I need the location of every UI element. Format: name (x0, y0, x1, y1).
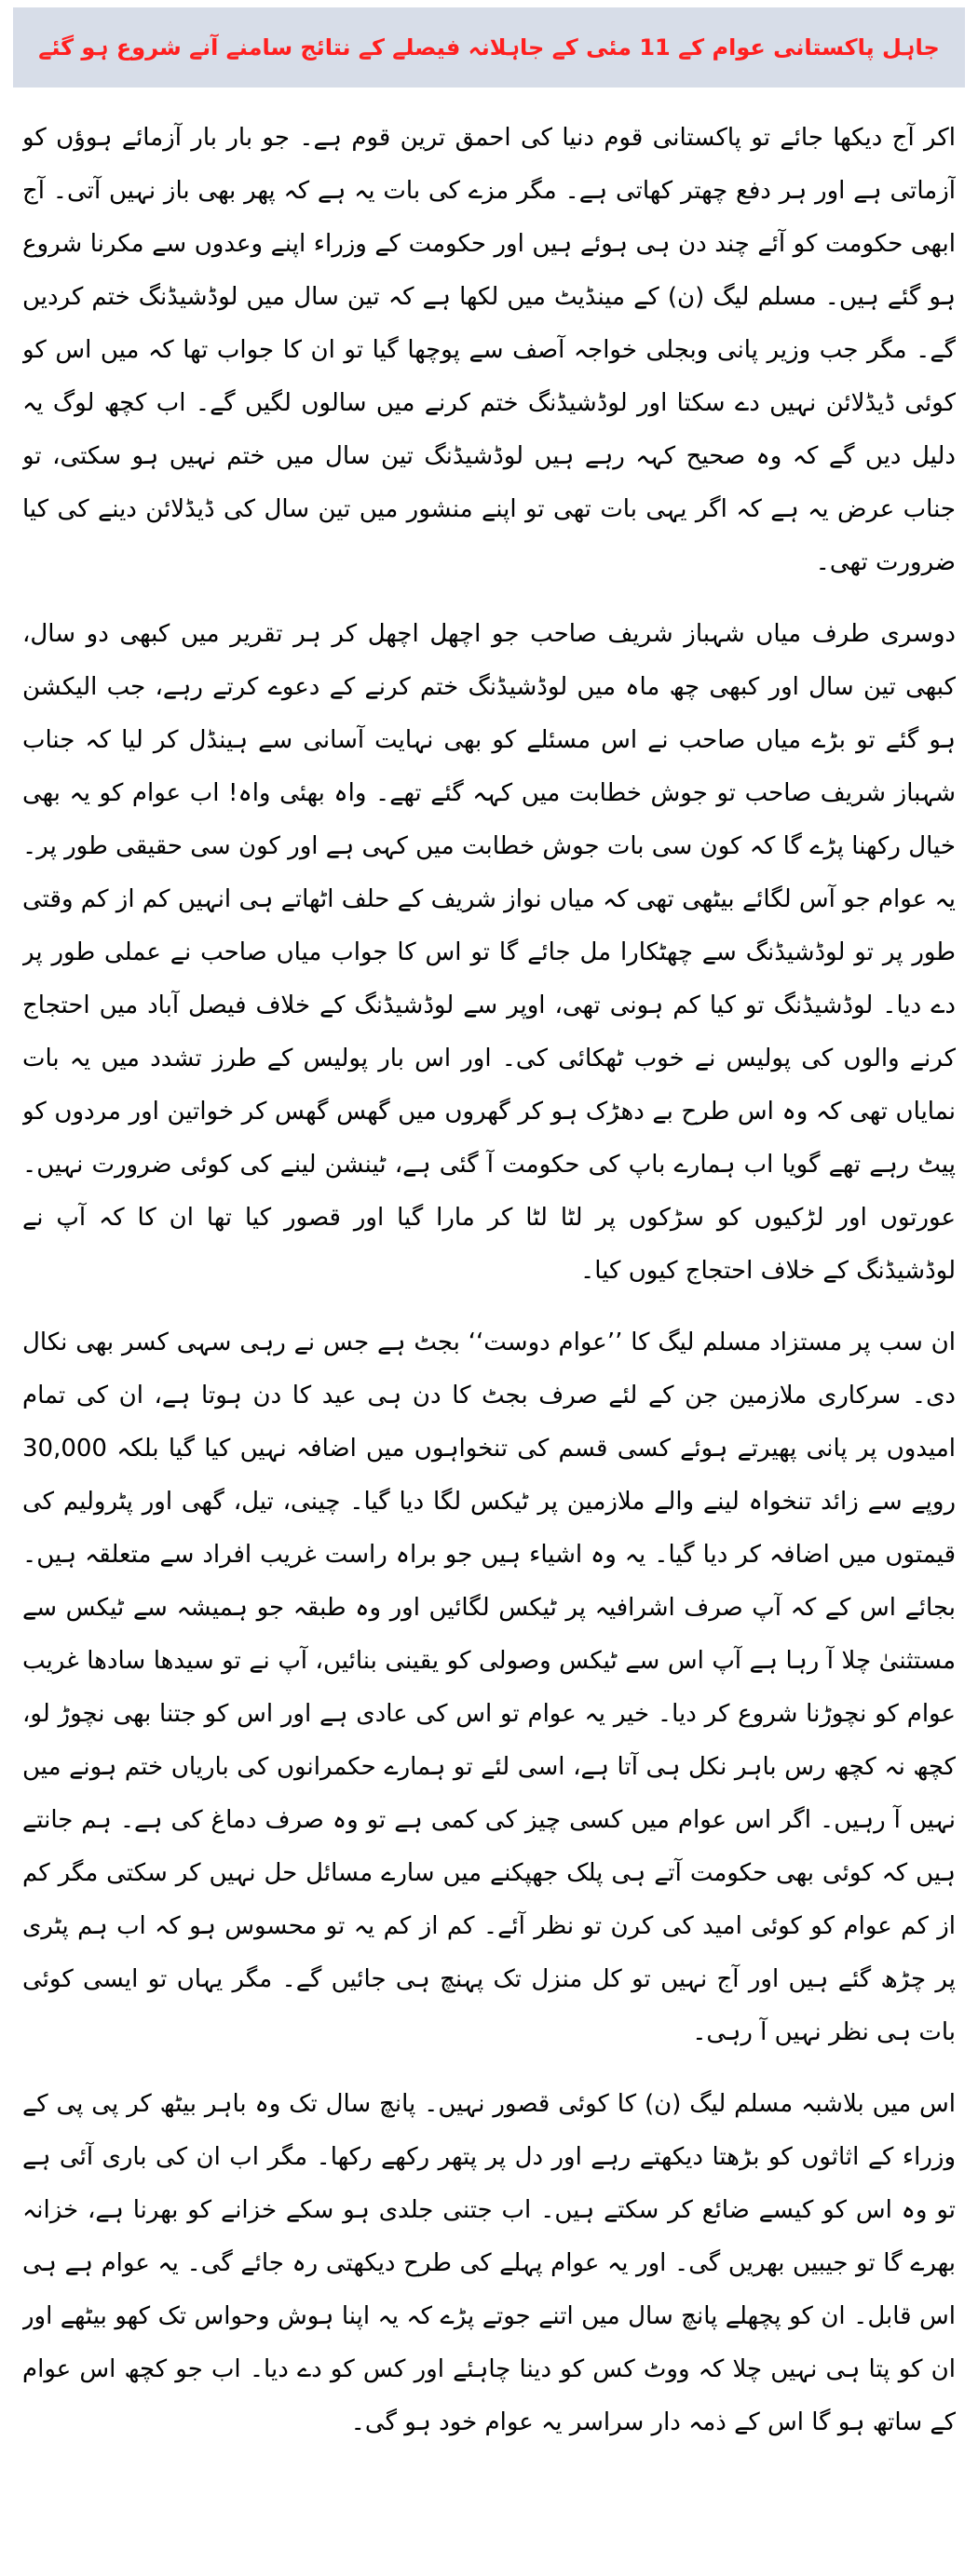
paragraph-3: ان سب پر مستزاد مسلم لیگ کا ’’عوام دوست‘‘ بجٹ ہے جس نے رہی سہی کسر بھی نکال دی۔ سرکاری ملازمین جن کے لئے صرف بجٹ کا دن ہی عید کا دن ہوتا ہے، ان کی تمام امیدوں پر پانی پھیرتے ہوئے کسی قسم کی تنخواہوں میں اضافہ نہیں کیا گیا بلکہ 30,000 روپے سے زائد تنخواہ لینے والے ملازمین پر ٹیکس لگا دیا گیا۔ چینی، تیل، گھی اور پٹرولیم کی قیمتوں میں اضافہ کر دیا گیا۔ یہ وہ اشیاء ہیں جو براہ راست غریب افراد سے متعلقہ ہیں۔ بجائے اس کے کہ آپ صرف اشرافیہ پر ٹیکس لگائیں اور وہ طبقہ جو ہمیشہ سے ٹیکس سے مستثنیٰ چلا آ رہا ہے آپ اس سے ٹیکس وصولی کو یقینی بنائیں، آپ نے تو سیدھا سادھا غریب عوام کو نچوڑنا شروع کر دیا۔ خیر یہ عوام تو اس کی عادی ہے اور اس کو جتنا بھی نچوڑ لو، کچھ نہ کچھ رس باہر نکل ہی آتا ہے، اسی لئے تو ہمارے حکمرانوں کی باریاں ختم ہونے میں نہیں آ رہیں۔ اگر اس عوام میں کسی چیز کی کمی ہے تو وہ صرف دماغ کی ہے۔ ہم جانتے ہیں کہ کوئی بھی حکومت آتے ہی پلک جھپکنے میں سارے مسائل حل نہیں کر سکتی مگر کم از کم عوام کو کوئی امید کی کرن تو نظر آئے۔ کم از کم یہ تو محسوس ہو کہ اب ہم پٹری پر چڑھ گئے ہیں اور آج نہیں تو کل منزل تک پہنچ ہی جائیں گے۔ مگر یہاں تو ایسی کوئی بات ہی نظر نہیں آ رہی۔ (22, 1328, 956, 2046)
headline: جاہل پاکستانی عوام کے 11 مئی کے جاہلانہ فیصلے کے نتائج سامنے آنے شروع ہو گئے (38, 34, 940, 61)
paragraph-2: دوسری طرف میاں شہباز شریف صاحب جو اچھل اچھل کر ہر تقریر میں کبھی دو سال، کبھی تین سال اور کبھی چھ ماہ میں لوڈشیڈنگ ختم کرنے کے دعوے کرتے رہے، جب الیکشن ہو گئے تو بڑے میاں صاحب نے اس مسئلے کو بھی نہایت آسانی سے ہینڈل کر لیا کہ جناب شہباز شریف صاحب تو جوش خطابت میں کہہ گئے تھے۔ واہ بھئی واہ! اب عوام کو یہ بھی خیال رکھنا پڑے گا کہ کون سی بات جوش خطابت میں کہی ہے اور کون سی حقیقی طور پر۔ یہ عوام جو آس لگائے بیٹھی تھی کہ میاں نواز شریف کے حلف اٹھاتے ہی انہیں کم از کم وقتی طور پر تو لوڈشیڈنگ سے چھٹکارا مل جائے گا تو اس کا جواب میاں صاحب نے عملی طور پر دے دیا۔ لوڈشیڈنگ تو کیا کم ہونی تھی، اوپر سے لوڈشیڈنگ کے خلاف فیصل آباد میں احتجاج کرنے والوں کی پولیس نے خوب ٹھکائی کی۔ اور اس بار پولیس کے طرز تشدد میں یہ بات نمایاں تھی کہ وہ اس طرح بے دھڑک ہو کر گھروں میں گھس گھس کر خواتین اور مردوں کو پیٹ رہے تھے گویا اب ہمارے باپ کی حکومت آ گئی ہے، ٹینشن لینے کی کوئی ضرورت نہیں۔ عورتوں اور لڑکیوں کو سڑکوں پر لٹا لٹا کر مارا گیا اور قصور کیا تھا ان کا کہ آپ نے لوڈشیڈنگ کے خلاف احتجاج کیوں کیا۔ (22, 620, 956, 1285)
headline-banner (13, 7, 965, 88)
article-body (22, 112, 956, 2560)
paragraph-4: اس میں بلاشبہ مسلم لیگ (ن) کا کوئی قصور نہیں۔ پانچ سال تک وہ باہر بیٹھ کر پی پی کے وزراء کے اثاثوں کو بڑھتا دیکھتے رہے اور دل پر پتھر رکھے رکھا۔ مگر اب ان کی باری آئی ہے تو وہ اس کو کیسے ضائع کر سکتے ہیں۔ اب جتنی جلدی ہو سکے خزانے کو بھرنا ہے، خزانہ بھرے گا تو جیبیں بھریں گی۔ اور یہ عوام پہلے کی طرح دیکھتی رہ جائے گی۔ یہ عوام ہے ہی اس قابل۔ ان کو پچھلے پانچ سال میں اتنے جوتے پڑے کہ یہ اپنا ہوش وحواس تک کھو بیٹھے اور ان کو پتا ہی نہیں چلا کہ ووٹ کس کو دینا چاہئے اور کس کو دے دیا۔ اب جو کچھ اس عوام کے ساتھ ہو گا اس کے ذمہ دار سراسر یہ عوام خود ہو گی۔ (22, 2090, 956, 2436)
paragraph-1: اکر آج دیکھا جائے تو پاکستانی قوم دنیا کی احمق ترین قوم ہے۔ جو بار بار آزمائے ہوؤں کو آزماتی ہے اور ہر دفع چھتر کھاتی ہے۔ مگر مزے کی بات یہ ہے کہ پھر بھی باز نہیں آتی۔ آج ابھی حکومت کو آئے چند دن ہی ہوئے ہیں اور حکومت کے وزراء اپنے وعدوں سے مکرنا شروع ہو گئے ہیں۔ مسلم لیگ (ن) کے مینڈیٹ میں لکھا ہے کہ تین سال میں لوڈشیڈنگ ختم کردیں گے۔ مگر جب وزیر پانی وبجلی خواجہ آصف سے پوچھا گیا تو ان کا جواب تھا کہ میں اس کو کوئی ڈیڈلائن نہیں دے سکتا اور لوڈشیڈنگ ختم کرنے میں سالوں لگیں گے۔ اب کچھ لوگ یہ دلیل دیں گے کہ وہ صحیح کہہ رہے ہیں لوڈشیڈنگ تین سال میں ختم نہیں ہو سکتی، تو جناب عرض یہ ہے کہ اگر یہی بات تھی تو اپنے منشور میں تین سال کی ڈیڈلائن دینے کی کیا ضرورت تھی۔ (22, 124, 956, 576)
